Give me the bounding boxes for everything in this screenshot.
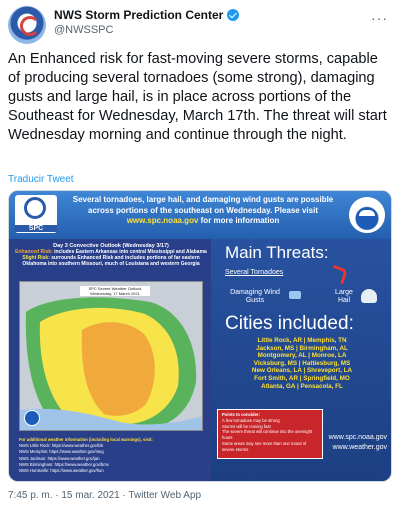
tweet-header xyxy=(8,6,392,46)
banner-url: www.spc.noaa.gov xyxy=(126,216,199,225)
threats-panel xyxy=(211,239,392,482)
threat-hail: Large Hail xyxy=(335,289,353,304)
link-item: NWS Jackson: https://www.weather.gov/jan xyxy=(19,455,100,461)
spc-logo-label: SPC xyxy=(15,225,57,232)
point-item: A few tornadoes may be strong xyxy=(222,417,280,423)
links-heading: For additional weather information (including local warnings), visit: xyxy=(19,437,153,442)
slight-desc xyxy=(15,255,207,267)
tweet-timestamp[interactable]: 7:45 p. m. · 15 mar. 2021 · Twitter Web App xyxy=(8,490,202,501)
city-line: Little Rock, AR | Memphis, TN xyxy=(257,337,347,344)
slight-text: surrounds Enhanced Risk and includes portions of far eastern Oklahoma into southern Missouri, much of Louisiana and western Georgia xyxy=(22,255,200,267)
cities-list xyxy=(219,337,385,390)
banner-tail: for more information xyxy=(200,216,280,225)
outlook-panel xyxy=(9,239,211,482)
outlook-map xyxy=(19,281,203,431)
city-line: Atlanta, GA | Pensacola, FL xyxy=(261,382,343,390)
author-names xyxy=(54,8,239,36)
points-box xyxy=(217,409,323,459)
city-line: Vicksburg, MS | Hattiesburg, MS xyxy=(253,359,351,367)
points-heading: Points to consider: xyxy=(222,412,260,417)
point-item: The severe threat will continue into the overnight hours xyxy=(222,429,313,441)
link-item: NWS Huntsville: https://www.weather.gov/hun xyxy=(19,468,104,474)
city-line: Fort Smith, AR | Springfield, MO xyxy=(254,374,350,382)
noaa-bird-icon xyxy=(359,210,375,216)
more-options-icon[interactable]: ··· xyxy=(371,10,388,26)
display-name[interactable]: NWS Storm Prediction Center xyxy=(54,8,224,22)
tornado-icon xyxy=(329,265,348,284)
link-item: NWS Birmingham: https://www.weather.gov/bmx xyxy=(19,461,109,467)
outlook-text xyxy=(15,243,207,267)
hail-icon xyxy=(361,289,377,303)
link-item: NWS Little Rock: https://www.weather.gov/lzk xyxy=(19,443,104,449)
enhanced-label: Enhanced Risk: xyxy=(15,249,53,255)
url-weather: www.weather.gov xyxy=(332,444,387,451)
city-line: Jackson, MS | Birmingham, AL xyxy=(256,344,348,352)
outlook-heading: Day 3 Convective Outlook (Wednesday 3/17) xyxy=(53,243,169,249)
nws-logo-avatar[interactable] xyxy=(8,6,46,44)
wind-icon xyxy=(289,291,301,299)
storm-icon xyxy=(20,16,40,36)
main-threats-title: Main Threats: xyxy=(225,243,329,262)
links-list xyxy=(19,437,203,474)
spc-ring-icon xyxy=(24,197,46,219)
noaa-logo-icon xyxy=(349,197,385,233)
noaa-mini-icon xyxy=(24,410,40,426)
translate-tweet-link[interactable]: Traducir Tweet xyxy=(8,174,74,185)
enhanced-text: includes Eastern Arkansas into central Mississippi and Alabama xyxy=(54,249,207,255)
link-item: NWS Memphis: https://www.weather.gov/meg xyxy=(19,449,104,455)
slight-label: Slight Risk: xyxy=(22,255,50,261)
banner-line: Several tornadoes, large hail, and damaging wind gusts are possible across portions of the southeast on Wednesday. Please visit xyxy=(72,195,334,215)
graphic-banner xyxy=(9,191,392,239)
verified-badge-icon xyxy=(227,9,239,21)
display-name-row[interactable] xyxy=(54,8,239,22)
spc-logo xyxy=(15,195,57,233)
tweet-image[interactable] xyxy=(8,190,392,482)
url-spc: www.spc.noaa.gov xyxy=(328,434,387,441)
point-item: Storms will be moving fast xyxy=(222,423,271,429)
user-handle[interactable]: @NWSSPC xyxy=(54,24,114,36)
city-line: Montgomery, AL | Monroe, LA xyxy=(257,352,347,360)
point-item: Some areas may see more than one round of severe storms xyxy=(222,440,307,452)
city-line: New Orleans, LA | Shreveport, LA xyxy=(251,367,353,375)
footer-urls xyxy=(329,433,387,453)
banner-text xyxy=(63,195,343,227)
map-label: SPC Severe Weather Outlook Wednesday, 17 March 2021 xyxy=(80,286,150,296)
threat-tornadoes: Several Tornadoes xyxy=(225,269,284,276)
threat-wind: Damaging Wind Gusts xyxy=(230,289,280,304)
tweet-text: An Enhanced risk for fast-moving severe storms, capable of producing several tornadoes (some strong), damaging gusts and large hail, is in place across portions of the Southeast for Wednesday, March 17th. The threat will start Wednesday morning and continue through the night. xyxy=(8,51,387,143)
risk-areas-map xyxy=(20,282,203,431)
cities-title: Cities included: xyxy=(225,313,354,334)
